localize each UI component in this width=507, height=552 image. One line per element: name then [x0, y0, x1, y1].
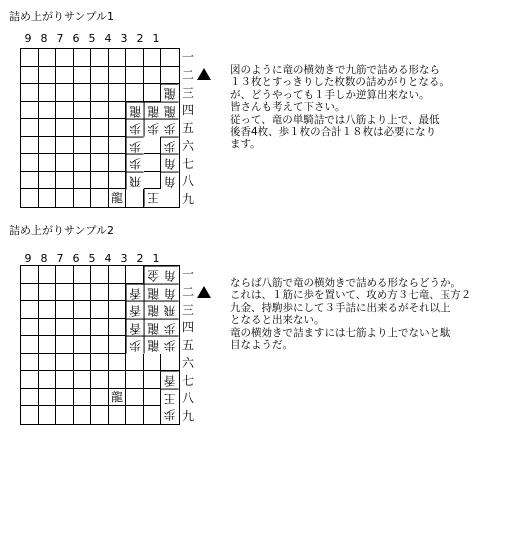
board-square	[144, 137, 162, 155]
comment-line: ならば八筋で竜の横効きで詰める形ならどうか。	[230, 277, 461, 289]
board-square	[74, 137, 92, 155]
shogi-piece: 龍	[161, 84, 179, 102]
board-square	[91, 119, 109, 137]
board-square	[74, 49, 92, 67]
board-square	[21, 154, 39, 172]
board-square	[109, 49, 127, 67]
shogi-piece: 角	[161, 266, 179, 284]
board-square	[21, 301, 39, 319]
board-square	[39, 189, 57, 207]
board-square	[39, 119, 57, 137]
board-square	[91, 389, 109, 407]
board-square	[74, 389, 92, 407]
column-label: 1	[152, 252, 160, 265]
board-square	[74, 406, 92, 424]
shogi-piece: 歩	[164, 408, 177, 423]
board-square	[74, 319, 92, 337]
board-square	[126, 189, 144, 207]
board-square	[39, 67, 57, 85]
board-square	[56, 137, 74, 155]
board-square	[109, 301, 127, 319]
board-square	[21, 84, 39, 102]
board-square	[144, 84, 162, 102]
shogi-piece: 飛	[161, 301, 179, 319]
board-square	[39, 319, 57, 337]
board-square	[56, 67, 74, 85]
shogi-piece: 歩	[126, 137, 144, 155]
board-square	[56, 406, 74, 424]
board-square	[126, 406, 144, 424]
shogi-piece: 歩	[144, 119, 162, 137]
row-label: 五	[181, 121, 194, 136]
board-square	[161, 67, 179, 85]
board-square	[109, 102, 127, 120]
board-square	[144, 354, 162, 372]
board-square	[144, 389, 162, 407]
board-square	[74, 119, 92, 137]
board-square	[74, 266, 92, 284]
row-label: 一	[181, 50, 194, 64]
column-label: 5	[88, 32, 96, 45]
board-square	[74, 67, 92, 85]
sample2-board	[20, 265, 180, 425]
column-label: 7	[56, 32, 64, 45]
board-square	[56, 154, 74, 172]
board-square	[21, 119, 39, 137]
board-square	[74, 172, 92, 190]
column-label: 1	[152, 32, 160, 45]
board-square	[74, 284, 92, 302]
row-label: 八	[181, 391, 194, 406]
board-square	[91, 154, 109, 172]
sample2-column-labels	[20, 253, 180, 265]
shogi-piece: 王	[144, 189, 162, 207]
board-square	[109, 284, 127, 302]
board-square	[144, 172, 162, 190]
board-square	[126, 266, 144, 284]
board-square	[39, 102, 57, 120]
board-square	[144, 49, 162, 67]
shogi-piece: 龍	[126, 102, 144, 120]
board-square	[56, 389, 74, 407]
row-label: 二	[181, 284, 194, 299]
column-label: 6	[72, 32, 80, 45]
board-square	[109, 84, 127, 102]
sample1-comment	[230, 64, 498, 151]
sample2-title: 詰め上がりサンプル2	[9, 224, 115, 237]
shogi-piece: 王	[161, 389, 179, 407]
board-square	[39, 266, 57, 284]
board-square	[74, 84, 92, 102]
board-square	[109, 172, 127, 190]
row-label: 六	[181, 138, 194, 153]
board-square	[109, 67, 127, 85]
comment-line: これは、１筋に歩を置いて、攻め方３七竜、玉方２	[230, 289, 472, 302]
board-square	[21, 389, 39, 407]
board-square	[39, 284, 57, 302]
board-square	[56, 119, 74, 137]
sample1-title: 詰め上がりサンプル1	[9, 10, 115, 23]
comment-line: 目なようだ。	[230, 339, 293, 352]
row-label: 四	[181, 103, 194, 118]
shogi-piece: 歩	[126, 336, 144, 354]
sample2-row-labels	[181, 266, 195, 426]
shogi-piece: 龍	[144, 319, 162, 337]
row-label: 三	[181, 85, 194, 100]
board-square	[56, 301, 74, 319]
board-square	[39, 154, 57, 172]
row-label: 七	[181, 373, 194, 388]
board-square	[56, 102, 74, 120]
shogi-piece: 龍	[144, 284, 162, 302]
column-label: 3	[120, 32, 128, 45]
board-square	[91, 67, 109, 85]
board-square	[39, 354, 57, 372]
row-label: 七	[181, 156, 194, 171]
board-square	[21, 172, 39, 190]
board-square	[56, 336, 74, 354]
board-square	[39, 371, 57, 389]
board-square	[56, 266, 74, 284]
row-label: 八	[181, 174, 194, 189]
shogi-piece: 香	[126, 319, 144, 337]
board-square	[91, 301, 109, 319]
board-square	[39, 301, 57, 319]
shogi-piece: 角	[161, 172, 179, 190]
row-label: 九	[181, 409, 194, 424]
comment-line: 皆さんも考えて下さい。	[230, 101, 346, 114]
board-square	[21, 67, 39, 85]
board-square	[109, 137, 127, 155]
board-square	[109, 154, 127, 172]
board-square	[21, 354, 39, 372]
board-square	[91, 354, 109, 372]
comment-line: となると出来ない。	[230, 314, 325, 327]
board-square	[109, 319, 127, 337]
row-label: 五	[181, 338, 194, 353]
board-square	[91, 371, 109, 389]
board-square	[126, 67, 144, 85]
shogi-piece: 香	[161, 371, 179, 389]
shogi-piece: 香	[126, 301, 144, 319]
board-square	[56, 49, 74, 67]
board-square	[74, 102, 92, 120]
column-label: 5	[88, 252, 96, 265]
shogi-piece: 歩	[126, 154, 144, 172]
board-square	[126, 354, 144, 372]
board-square	[91, 49, 109, 67]
column-label: 6	[72, 252, 80, 265]
row-label: 四	[181, 320, 194, 335]
column-label: 2	[136, 252, 144, 265]
row-label: 九	[181, 192, 194, 207]
sample1-board	[20, 48, 180, 208]
comment-line: 図のように竜の横効きで九筋で詰める形なら	[230, 64, 440, 76]
board-square	[91, 172, 109, 190]
shogi-piece: 歩	[161, 119, 179, 137]
board-square	[91, 406, 109, 424]
board-square	[21, 371, 39, 389]
shogi-piece: 飛	[126, 172, 144, 190]
board-square	[109, 119, 127, 137]
shogi-piece: 龍	[144, 336, 162, 354]
row-label: 三	[181, 302, 194, 317]
shogi-piece: 龍	[109, 389, 127, 407]
board-square	[39, 336, 57, 354]
board-square	[56, 284, 74, 302]
board-square	[56, 189, 74, 207]
sample2-comment	[230, 277, 498, 351]
comment-line: 九金、持駒歩にして３手詰に出来るがそれ以上	[230, 301, 451, 314]
column-label: 9	[24, 32, 32, 45]
board-square	[109, 336, 127, 354]
board-square	[91, 137, 109, 155]
board-square	[21, 266, 39, 284]
board-square	[39, 137, 57, 155]
board-square	[126, 49, 144, 67]
board-square	[144, 67, 162, 85]
board-square	[91, 336, 109, 354]
board-square	[21, 284, 39, 302]
column-label: 9	[24, 252, 32, 265]
board-square	[91, 284, 109, 302]
board-square	[39, 172, 57, 190]
column-label: 4	[104, 252, 112, 265]
board-square	[109, 354, 127, 372]
board-square	[21, 49, 39, 67]
shogi-piece: 歩	[161, 137, 179, 155]
sample1-row-labels	[181, 49, 195, 209]
comment-line: 竜の横効きで詰ますには七筋より上でないと駄	[230, 326, 451, 339]
column-label: 3	[120, 252, 128, 265]
board-square	[161, 354, 179, 372]
board-square	[39, 389, 57, 407]
board-square	[74, 371, 92, 389]
board-square	[21, 406, 39, 424]
board-square	[21, 137, 39, 155]
column-label: 7	[56, 252, 64, 265]
board-square	[39, 49, 57, 67]
sample1-column-labels	[20, 33, 180, 45]
board-square	[91, 189, 109, 207]
board-square	[74, 154, 92, 172]
shogi-piece: 歩	[126, 119, 144, 137]
board-square	[21, 319, 39, 337]
shogi-piece: 角	[161, 154, 179, 172]
comment-line: が、どうやっても１手しか逆算出来ない。	[230, 88, 430, 101]
comment-line: 従って、竜の単騎詰では八筋より上で、最低	[230, 113, 440, 126]
board-square	[56, 172, 74, 190]
board-square	[144, 406, 162, 424]
shogi-piece: 龍	[109, 189, 127, 207]
board-square	[39, 84, 57, 102]
board-square	[74, 354, 92, 372]
board-square	[161, 49, 179, 67]
board-square	[109, 266, 127, 284]
board-square	[21, 336, 39, 354]
column-label: 8	[40, 32, 48, 45]
board-square	[109, 371, 127, 389]
row-label: 二	[181, 67, 194, 82]
shogi-piece: 龍	[144, 102, 162, 120]
board-square	[74, 336, 92, 354]
board-square	[74, 189, 92, 207]
comment-line: ます。	[230, 138, 261, 151]
board-square	[74, 301, 92, 319]
shogi-piece: 角	[161, 284, 179, 302]
shogi-piece: 龍	[161, 102, 179, 120]
board-square	[39, 406, 57, 424]
comment-line: 後香4枚、歩１枚の合計１８枚は必要になり	[230, 126, 437, 139]
column-label: 8	[40, 252, 48, 265]
board-square	[21, 102, 39, 120]
shogi-piece: 香	[126, 284, 144, 302]
sample2-sente-hand-marker	[197, 286, 211, 298]
board-square	[56, 319, 74, 337]
board-square	[126, 389, 144, 407]
shogi-piece: 金	[144, 266, 162, 284]
shogi-piece: 龍	[144, 301, 162, 319]
board-square	[144, 371, 162, 389]
board-square	[91, 84, 109, 102]
shogi-piece: 歩	[161, 319, 179, 337]
board-square	[91, 319, 109, 337]
row-label: 六	[181, 355, 194, 370]
board-square	[56, 371, 74, 389]
comment-line: １３枚とすっきりした枚数の詰めがりとなる。	[230, 76, 450, 89]
board-square	[21, 189, 39, 207]
board-square	[161, 189, 179, 207]
board-square	[126, 371, 144, 389]
board-square	[109, 406, 127, 424]
sample1-sente-hand-marker	[197, 68, 211, 80]
board-square	[91, 102, 109, 120]
board-square	[126, 84, 144, 102]
board-square	[56, 354, 74, 372]
board-square	[91, 266, 109, 284]
column-label: 4	[104, 32, 112, 45]
row-label: 一	[181, 267, 194, 281]
board-square	[144, 154, 162, 172]
shogi-piece: 歩	[161, 336, 179, 354]
column-label: 2	[136, 32, 144, 45]
board-square	[56, 84, 74, 102]
